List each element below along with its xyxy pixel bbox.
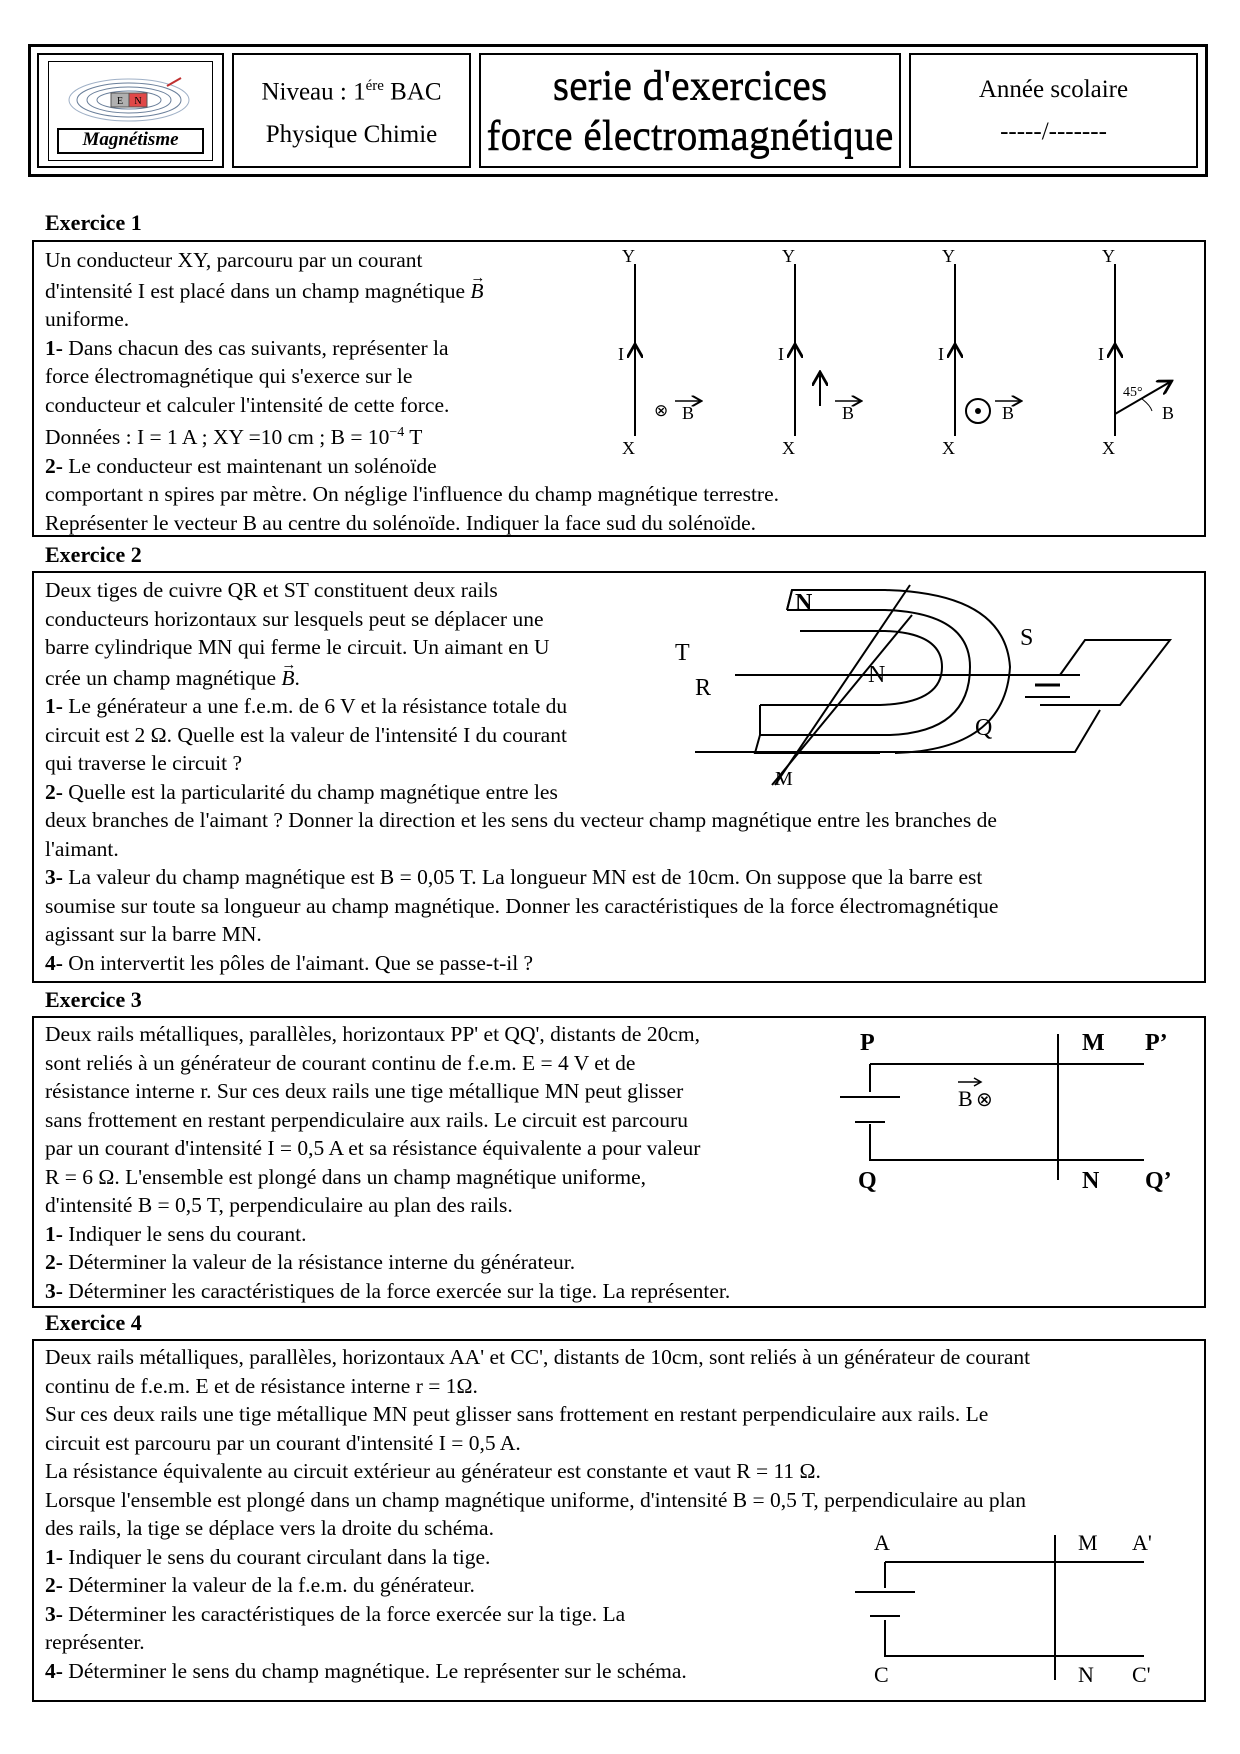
label-b: B <box>958 1086 973 1111</box>
logo-caption: Magnétisme <box>57 128 204 154</box>
label-m: M <box>1082 1030 1105 1056</box>
ex2-line: 1- Le générateur a une f.e.m. de 6 V et la résistance totale du <box>45 694 568 718</box>
label-n: N <box>1082 1168 1100 1194</box>
logo-letter-n: N <box>134 95 142 107</box>
label-i: I <box>938 344 944 364</box>
vector-b: → B <box>470 277 483 306</box>
ex3-text <box>45 1020 730 1305</box>
label-y: Y <box>1102 246 1115 266</box>
ex4-line: 1- Indiquer le sens du courant circulant dans la tige. <box>45 1544 491 1569</box>
ex4-line: 2- Déterminer la valeur de la f.e.m. du générateur. <box>45 1573 475 1597</box>
label-i: I <box>618 344 624 364</box>
magnet-logo-icon <box>49 62 212 132</box>
ex3-line: d'intensité B = 0,5 T, perpendiculaire au plan des rails. <box>45 1193 513 1217</box>
label-m: M <box>1078 1530 1098 1555</box>
ex3-line: par un courant d'intensité I = 0,5 A et sa résistance équivalente a pour valeur <box>45 1136 701 1160</box>
label-r: R <box>695 675 712 701</box>
level-sup: ére <box>365 78 384 95</box>
ex2-line: qui traverse le circuit ? <box>45 751 242 775</box>
title-cell <box>479 53 901 168</box>
ex3-line: 3- Déterminer les caractéristiques de la force exercée sur la tige. La représenter. <box>45 1278 731 1303</box>
ex1-line: Un conducteur XY, parcouru par un courant <box>45 248 423 272</box>
ex1-line: 2- Le conducteur est maintenant un solénoïde <box>45 453 437 478</box>
label-m: M <box>775 768 793 790</box>
ex4-line: La résistance équivalente au circuit extérieur au générateur est constante et vaut R = 11 Ω. <box>45 1459 821 1483</box>
ex2-line: conducteurs horizontaux sur lesquels peut se déplacer une <box>45 606 544 631</box>
label-i: I <box>1098 344 1104 364</box>
ex2-line: agissant sur la barre MN. <box>45 922 262 946</box>
label-a-prime: A' <box>1132 1530 1152 1555</box>
ex2-line: soumise sur toute sa longueur au champ magnétique. Donner les caractéristiques de la force électromagnétique <box>45 893 999 918</box>
label-b: B <box>1002 403 1015 423</box>
label-b: B <box>1162 403 1175 423</box>
ex4-line: circuit est parcouru par un courant d'intensité I = 0,5 A. <box>45 1430 521 1455</box>
cross-icon: ⊗ <box>654 401 669 420</box>
ex4-line: 3- Déterminer les caractéristiques de la force exercée sur la tige. La <box>45 1601 626 1626</box>
ex2-line: 4- On intervertit les pôles de l'aimant. Que se passe-t-il ? <box>45 950 534 975</box>
level-cell <box>232 53 471 168</box>
header-frame <box>28 44 1208 177</box>
ex3-line: 1- Indiquer le sens du courant. <box>45 1221 307 1246</box>
ex2-figure <box>675 585 1200 805</box>
label-n-mid: N <box>868 662 886 688</box>
level-text: Niveau : $1^{ére}$ BAC <box>261 78 442 106</box>
ex2-line: barre cylindrique MN qui ferme le circuit. Un aimant en U <box>45 635 550 659</box>
ex4-figure <box>830 1530 1200 1700</box>
ex2-line: deux branches de l'aimant ? Donner la direction et les sens du vecteur champ magnétique entre les branches de <box>45 808 997 832</box>
ex2-line: 3- La valeur du champ magnétique est B = 0,05 T. La longueur MN est de 10cm. On suppose que la barre est <box>45 865 983 889</box>
label-n: N <box>1078 1662 1094 1687</box>
ex4-line: 4- Déterminer le sens du champ magnétique. Le représenter sur le schéma. <box>45 1658 687 1683</box>
year-cell <box>909 53 1198 168</box>
label-x: X <box>942 438 955 458</box>
label-s: S <box>1020 625 1034 651</box>
label-i: I <box>778 344 784 364</box>
logo-letter-e: E <box>116 95 124 107</box>
label-x: X <box>622 438 635 458</box>
ex2-line: crée un champ magnétique → B. <box>45 664 998 693</box>
label-c: C <box>874 1662 889 1687</box>
label-b: B <box>682 403 695 423</box>
ex1-line: 1- Dans chacun des cas suivants, représenter la <box>45 335 449 360</box>
ex4-line: des rails, la tige se déplace vers la droite du schéma. <box>45 1516 494 1540</box>
ex4-line: continu de f.e.m. E et de résistance interne r = 1Ω. <box>45 1373 478 1398</box>
ex3-figure <box>820 1022 1200 1202</box>
label-q-prime: Q’ <box>1145 1168 1172 1194</box>
ex3-line: 2- Déterminer la valeur de la résistance interne du générateur. <box>45 1250 576 1274</box>
ex3-line: sans frottement en restant perpendiculaire aux rails. Le circuit est parcouru <box>45 1107 688 1132</box>
ex3-line: R = 6 Ω. L'ensemble est plongé dans un champ magnétique uniforme, <box>45 1164 646 1189</box>
ex3-line: Deux rails métalliques, parallèles, horizontaux PP' et QQ', distants de 20cm, <box>45 1022 700 1046</box>
ex2-line: Deux tiges de cuivre QR et ST constituent deux rails <box>45 578 498 602</box>
label-x: X <box>782 438 795 458</box>
ex2-line: circuit est 2 Ω. Quelle est la valeur de l'intensité I du courant <box>45 722 567 747</box>
year-value: -----/------- <box>1000 117 1107 145</box>
ex1-line: Représenter le vecteur B au centre du solénoïde. Indiquer la face sud du solénoïde. <box>45 510 757 535</box>
ex1-title: Exercice 1 <box>45 210 142 235</box>
vector-b: → B <box>281 664 294 693</box>
label-q: Q <box>858 1168 877 1194</box>
ex4-line: Sur ces deux rails une tige métallique MN peut glisser sans frottement en restant perpendiculaire aux rails. Le <box>45 1402 989 1426</box>
ex4-line: représenter. <box>45 1630 145 1654</box>
ex1-line: force électromagnétique qui s'exerce sur le <box>45 364 413 388</box>
label-a: A <box>874 1530 890 1555</box>
label-y: Y <box>942 246 955 266</box>
ex3-line: résistance interne r. Sur ces deux rails une tige métallique MN peut glisser <box>45 1079 684 1103</box>
year-label: Année scolaire <box>978 75 1129 103</box>
ex1-figure <box>580 246 1200 466</box>
subject-text: Physique Chimie <box>265 120 438 148</box>
ex4-line: Deux rails métalliques, parallèles, horizontaux AA' et CC', distants de 10cm, sont reliés à un générateur de courant <box>45 1345 1031 1369</box>
title-line-2: force électromagnétique <box>486 112 894 159</box>
label-x: X <box>1102 438 1115 458</box>
label-t: T <box>675 640 690 666</box>
title-line-1: serie d'exercices <box>552 62 828 109</box>
label-angle: 45° <box>1123 385 1143 400</box>
magnetisme-logo <box>48 61 213 161</box>
ex1-line: conducteur et calculer l'intensité de cette force. <box>45 392 450 417</box>
cross-icon: ⊗ <box>976 1089 993 1111</box>
label-p: P <box>860 1030 875 1056</box>
label-q: Q <box>975 715 993 741</box>
ex4-line: Lorsque l'ensemble est plongé dans un champ magnétique uniforme, d'intensité B = 0,5 T, perpendiculaire au plan <box>45 1487 1026 1512</box>
ex2-line: l'aimant. <box>45 836 119 861</box>
label-y: Y <box>782 246 795 266</box>
label-c-prime: C' <box>1132 1662 1151 1687</box>
ex1-line: d'intensité I est placé dans un champ magnétique → B <box>45 277 779 306</box>
ex1-line: comportant n spires par mètre. On néglige l'influence du champ magnétique terrestre. <box>45 482 780 507</box>
label-n-top: N <box>795 590 813 616</box>
ex3-line: sont reliés à un générateur de courant continu de f.e.m. E = 4 V et de <box>45 1050 636 1075</box>
ex1-line: uniforme. <box>45 307 130 331</box>
ex2-title: Exercice 2 <box>45 542 142 567</box>
label-b: B <box>842 403 855 423</box>
ex2-line: 2- Quelle est la particularité du champ magnétique entre les <box>45 779 558 804</box>
label-y: Y <box>622 246 635 266</box>
ex4-title: Exercice 4 <box>45 1310 142 1335</box>
label-p-prime: P’ <box>1145 1030 1168 1056</box>
ex3-title: Exercice 3 <box>45 987 142 1012</box>
logo-cell <box>37 53 224 168</box>
ex1-line: Données : I = 1 A ; XY =10 cm ; $B = 10^{-4}$ T <box>45 425 423 450</box>
